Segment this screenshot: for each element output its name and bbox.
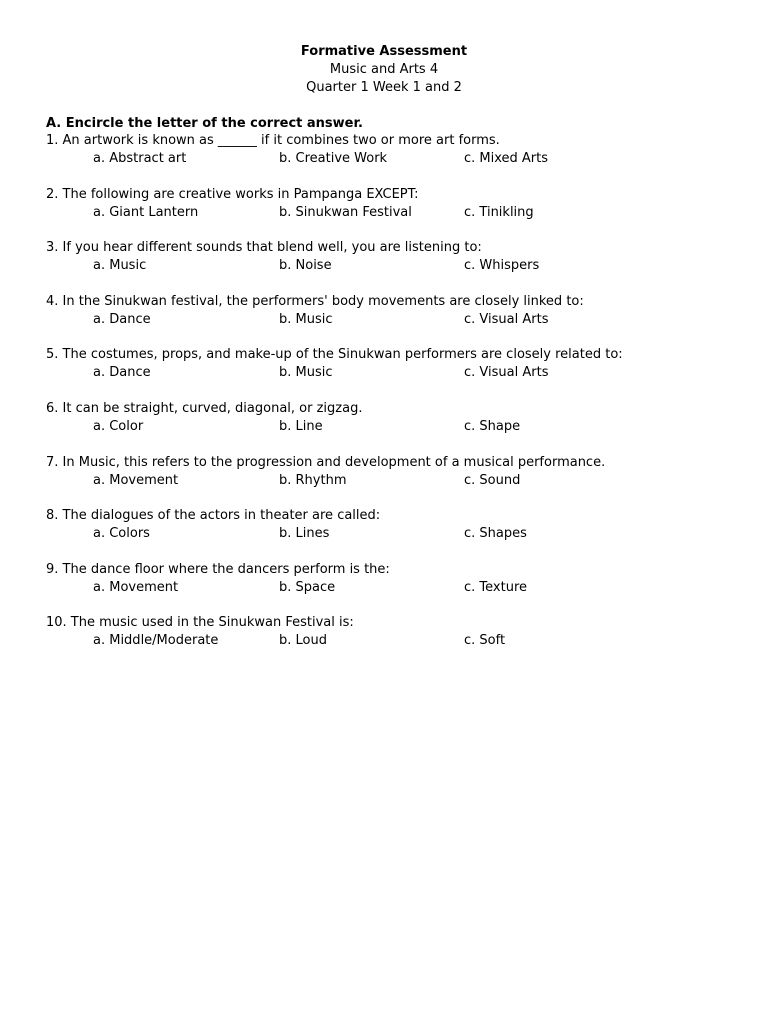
question-item [46, 293, 746, 347]
answer-choice-c[interactable]: c. Shapes [464, 526, 527, 542]
answer-choice-a[interactable]: a. Music [93, 258, 147, 274]
answer-choice-c[interactable]: c. Soft [464, 633, 506, 649]
answer-choice-c[interactable]: c. Tinikling [464, 204, 534, 220]
answer-choice-b[interactable]: b. Loud [279, 633, 327, 649]
question-item [46, 454, 746, 508]
question-text: 10. The music used in the Sinukwan Festival is: [46, 615, 354, 631]
answer-choice-b[interactable]: b. Music [279, 311, 333, 327]
answer-choice-a[interactable]: a. Abstract art [93, 151, 187, 166]
answer-choice-c[interactable]: c. Visual Arts [464, 365, 549, 381]
answer-choices [46, 204, 746, 222]
answer-choice-c[interactable]: c. Mixed Arts [464, 151, 549, 166]
question-list [46, 132, 746, 668]
answer-choice-c[interactable]: c. Whispers [464, 258, 540, 274]
answer-choice-a[interactable]: a. Giant Lantern [93, 204, 199, 220]
question-item [46, 132, 746, 186]
worksheet-period: Quarter 1 Week 1 and 2 [306, 80, 462, 95]
worksheet-subject: Music and Arts 4 [329, 62, 439, 77]
answer-choice-b[interactable]: b. Lines [279, 526, 330, 542]
answer-choices [46, 418, 746, 436]
answer-choice-b[interactable]: b. Creative Work [279, 151, 388, 166]
question-text: 1. An artwork is known as ______ if it combines two or more art forms. [46, 133, 500, 148]
question-item [46, 561, 746, 615]
answer-choice-a[interactable]: a. Color [93, 418, 144, 434]
answer-choice-b[interactable]: b. Noise [279, 258, 332, 274]
answer-choices [46, 632, 746, 650]
answer-choice-c[interactable]: c. Texture [464, 579, 528, 595]
answer-choices [46, 257, 746, 275]
answer-choice-a[interactable]: a. Dance [93, 311, 151, 327]
question-item [46, 614, 746, 668]
answer-choice-a[interactable]: a. Middle/Moderate [93, 633, 219, 649]
section-a-instruction: A. Encircle the letter of the correct answer. [46, 116, 363, 131]
answer-choices [46, 525, 746, 543]
answer-choice-b[interactable]: b. Line [279, 418, 323, 434]
worksheet-header [0, 43, 768, 97]
question-item [46, 186, 746, 240]
answer-choices [46, 150, 746, 168]
answer-choice-b[interactable]: b. Rhythm [279, 472, 347, 488]
answer-choices [46, 472, 746, 490]
answer-choice-c[interactable]: c. Shape [464, 418, 521, 434]
answer-choice-a[interactable]: a. Colors [93, 526, 150, 542]
worksheet-title: Formative Assessment [300, 44, 468, 59]
answer-choice-b[interactable]: b. Space [279, 579, 336, 595]
answer-choice-a[interactable]: a. Movement [93, 472, 179, 488]
question-text: 4. In the Sinukwan festival, the performers' body movements are closely linked to: [46, 293, 584, 309]
answer-choices [46, 579, 746, 597]
answer-choice-a[interactable]: a. Dance [93, 365, 151, 381]
question-item [46, 507, 746, 561]
question-text: 2. The following are creative works in Pampanga EXCEPT: [46, 186, 419, 202]
question-item [46, 346, 746, 400]
question-text: 8. The dialogues of the actors in theater are called: [46, 508, 381, 524]
question-item [46, 239, 746, 293]
answer-choice-a[interactable]: a. Movement [93, 579, 179, 595]
question-text: 5. The costumes, props, and make-up of the Sinukwan performers are closely related to: [46, 347, 623, 363]
answer-choice-c[interactable]: c. Sound [464, 472, 521, 488]
question-item [46, 400, 746, 454]
answer-choice-b[interactable]: b. Sinukwan Festival [279, 204, 412, 220]
answer-choices [46, 364, 746, 382]
question-text: 7. In Music, this refers to the progression and development of a musical performance. [46, 454, 606, 470]
answer-choice-b[interactable]: b. Music [279, 365, 333, 381]
answer-choice-c[interactable]: c. Visual Arts [464, 311, 549, 327]
answer-choices [46, 311, 746, 329]
question-text: 9. The dance floor where the dancers perform is the: [46, 561, 390, 577]
question-text: 6. It can be straight, curved, diagonal, or zigzag. [46, 400, 363, 416]
question-text: 3. If you hear different sounds that blend well, you are listening to: [46, 240, 482, 256]
